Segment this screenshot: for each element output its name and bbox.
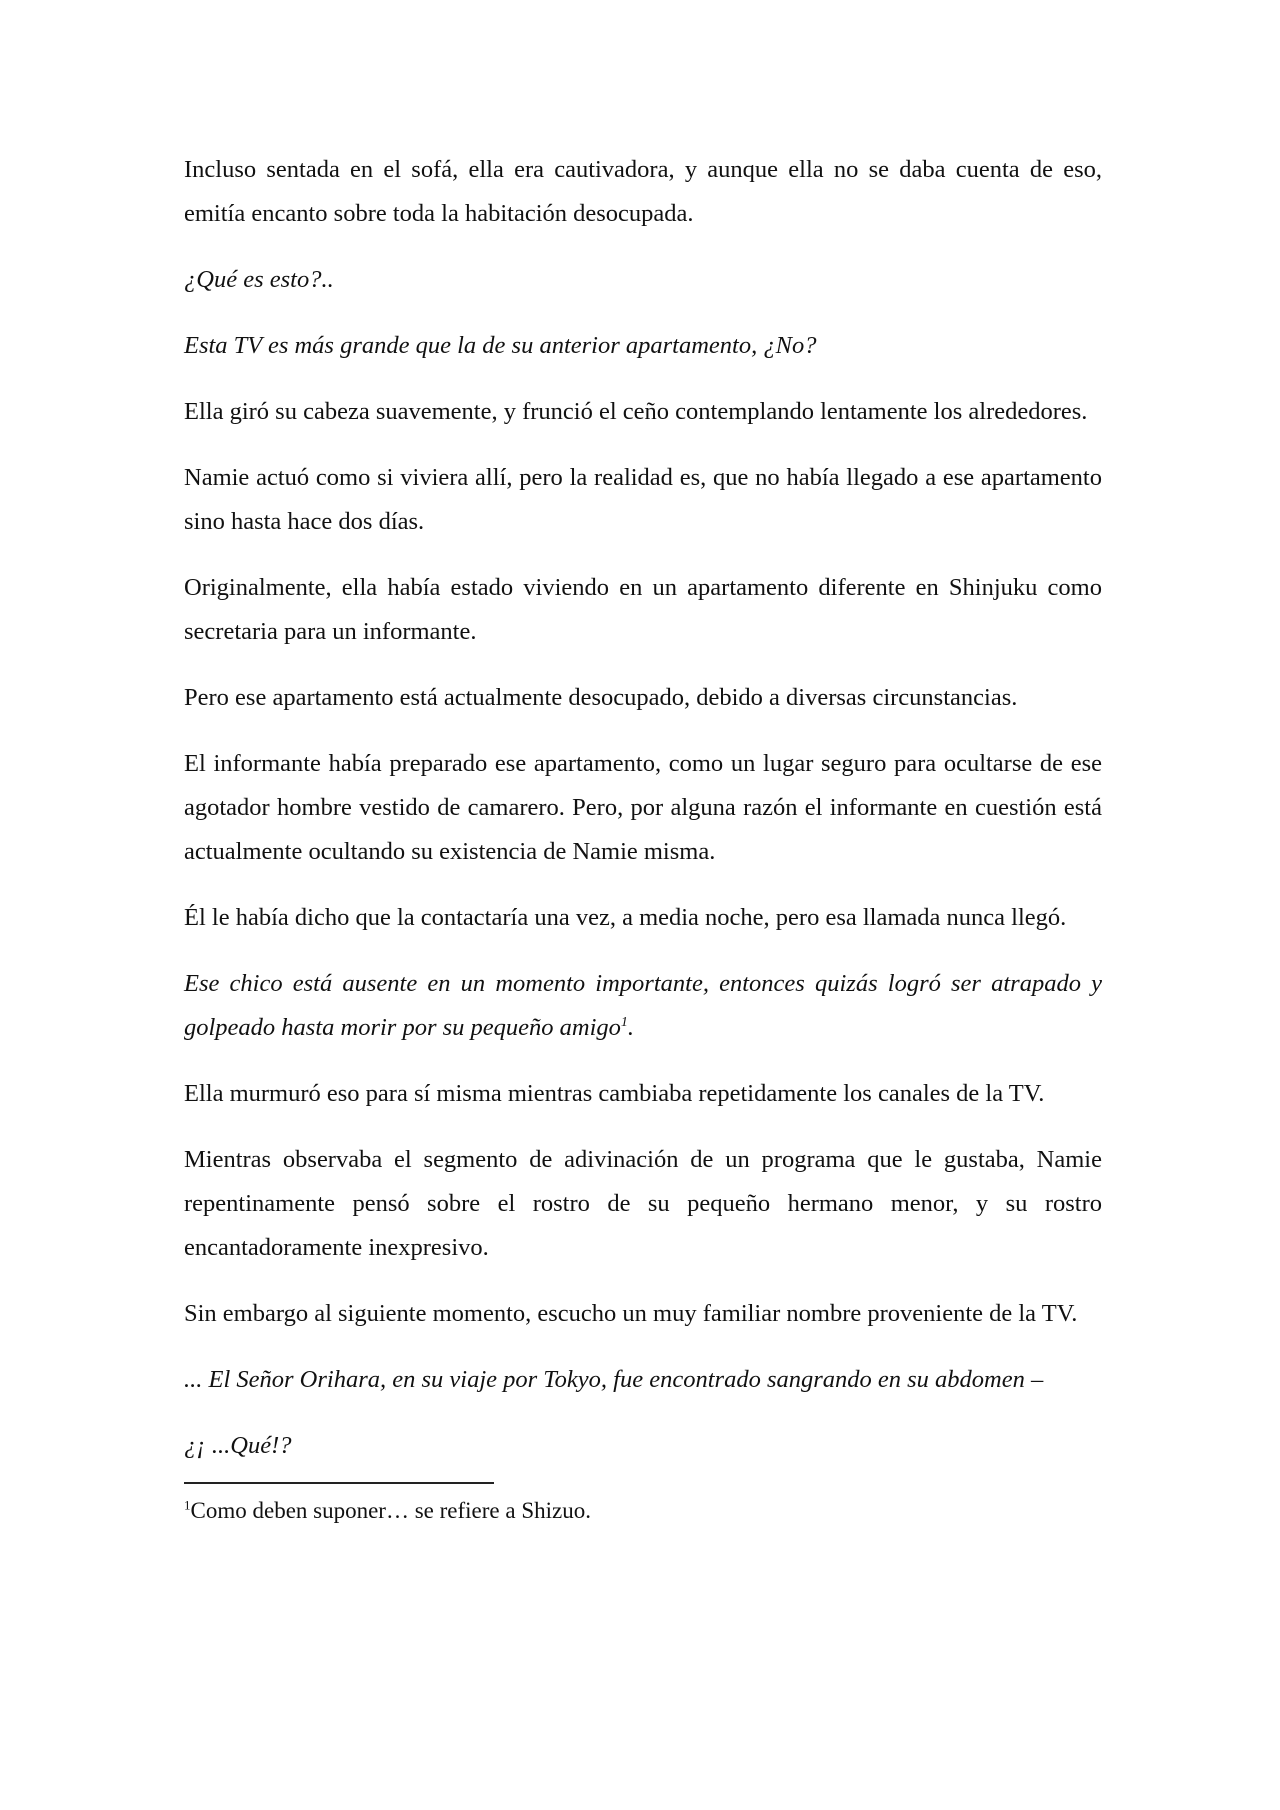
paragraph-5: Namie actuó como si viviera allí, pero la realidad es, que no había llegado a ese apartamento sino hasta hace dos días. <box>184 464 1102 535</box>
paragraph-10-text: Ese chico está ausente en un momento importante, entonces quizás logró ser atrapado y golpeado hasta morir por su pequeño amigo <box>184 970 1102 1041</box>
paragraph-2: ¿Qué es esto?.. <box>184 266 334 293</box>
paragraph-9: Él le había dicho que la contactaría una vez, a media noche, pero esa llamada nunca llegó. <box>184 904 1067 931</box>
paragraph-8: El informante había preparado ese apartamento, como un lugar seguro para ocultarse de ese agotador hombre vestido de camarero. Pero, por alguna razón el informante en cuestión está actualmente ocultando su existencia de Namie misma. <box>184 750 1102 865</box>
paragraph-12: Mientras observaba el segmento de adivinación de un programa que le gustaba, Namie repentinamente pensó sobre el rostro de su pequeño hermano menor, y su rostro encantadoramente inexpresivo. <box>184 1146 1102 1261</box>
footnote-number: 1 <box>184 1497 191 1513</box>
paragraph-1: Incluso sentada en el sofá, ella era cautivadora, y aunque ella no se daba cuenta de eso, emitía encanto sobre toda la habitación desocupada. <box>184 156 1102 227</box>
document-page <box>184 148 1102 1528</box>
paragraph-10-tail: . <box>627 1014 635 1041</box>
paragraph-10 <box>184 962 1102 1050</box>
footnote-text: Como deben suponer… se refiere a Shizuo. <box>190 1498 591 1523</box>
paragraph-3: Esta TV es más grande que la de su anterior apartamento, ¿No? <box>184 332 817 359</box>
footnote-divider <box>184 1482 494 1484</box>
footnote <box>184 1494 1102 1528</box>
paragraph-11: Ella murmuró eso para sí misma mientras cambiaba repetidamente los canales de la TV. <box>184 1080 1045 1107</box>
paragraph-4: Ella giró su cabeza suavemente, y frunció el ceño contemplando lentamente los alrededores. <box>184 398 1088 425</box>
footnote-reference[interactable]: 1 <box>620 1014 628 1030</box>
paragraph-14: ... El Señor Orihara, en su viaje por Tokyo, fue encontrado sangrando en su abdomen – <box>184 1366 1044 1393</box>
paragraph-6: Originalmente, ella había estado viviendo en un apartamento diferente en Shinjuku como secretaria para un informante. <box>184 574 1102 645</box>
paragraph-7: Pero ese apartamento está actualmente desocupado, debido a diversas circunstancias. <box>184 684 1018 711</box>
paragraph-15: ¿¡ ...Qué!? <box>184 1432 292 1459</box>
paragraph-13: Sin embargo al siguiente momento, escucho un muy familiar nombre proveniente de la TV. <box>184 1300 1078 1327</box>
